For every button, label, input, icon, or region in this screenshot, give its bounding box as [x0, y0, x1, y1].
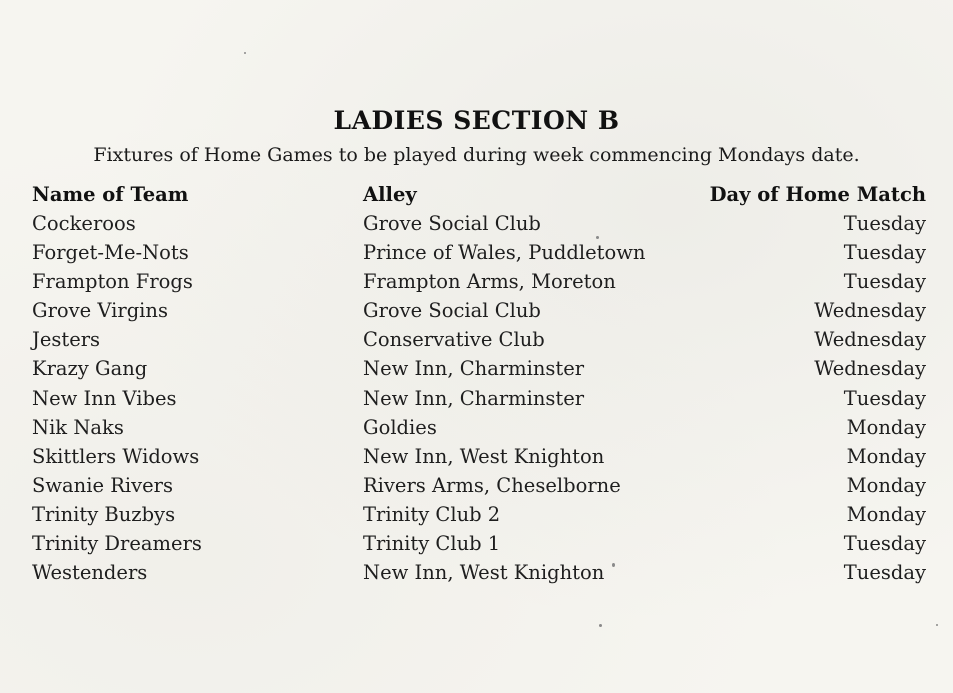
paper-speck [936, 624, 938, 626]
match-day-cell: Tuesday [843, 532, 926, 556]
team-column [32, 180, 332, 587]
alley-cell: Grove Social Club [363, 212, 541, 235]
match-day-cell: Tuesday [843, 212, 926, 235]
team-name-cell: Skittlers Widows [32, 444, 200, 468]
paper-speck [599, 624, 602, 627]
team-name-cell: Grove Virgins [32, 299, 168, 323]
alley-cell: Rivers Arms, Cheselborne [363, 473, 621, 497]
alley-cell: New Inn, West Knighton [363, 444, 605, 468]
match-day-cell: Tuesday [843, 386, 926, 410]
alley-cell: Conservative Club [363, 328, 545, 352]
alley-cell: Frampton Arms, Moreton [363, 270, 616, 294]
alley-cell: New Inn, West Knighton [363, 561, 605, 585]
match-day-cell: Tuesday [843, 270, 926, 294]
alley-cell: Trinity Club 2 [363, 502, 501, 526]
alley-cell: Goldies [363, 415, 437, 439]
team-name-cell: Swanie Rivers [32, 473, 174, 497]
paper-speck [244, 52, 246, 54]
match-day-cell: Monday [846, 444, 926, 468]
paper-speck [596, 236, 599, 239]
team-name-cell: Trinity Dreamers [32, 532, 202, 556]
team-name-cell: Jesters [32, 328, 101, 352]
alley-cell: Grove Social Club [363, 299, 541, 323]
alley-cell: New Inn, Charminster [363, 386, 585, 410]
team-name-cell: Frampton Frogs [32, 270, 193, 294]
match-day-cell: Monday [846, 502, 926, 526]
match-day-cell: Monday [846, 473, 926, 497]
team-name-cell: Nik Naks [32, 415, 124, 439]
team-name-cell: New Inn Vibes [32, 386, 177, 410]
team-name-cell: Krazy Gang [32, 357, 148, 381]
team-name-cell: Cockeroos [32, 212, 136, 235]
day-column-header: Day of Home Match [709, 183, 926, 206]
team-name-cell: Forget-Me-Nots [32, 241, 189, 265]
section-title: LADIES SECTION B [333, 106, 620, 135]
team-name-cell: Westenders [32, 561, 148, 585]
alley-column [363, 180, 703, 587]
day-column [700, 180, 926, 587]
team-name-cell: Trinity Buzbys [32, 502, 176, 526]
team-column-header: Name of Team [32, 183, 189, 206]
paper-speck [612, 563, 615, 567]
alley-cell: Prince of Wales, Puddletown [363, 241, 646, 265]
alley-cell: New Inn, Charminster [363, 357, 585, 381]
match-day-cell: Wednesday [814, 357, 926, 381]
alley-column-header: Alley [363, 183, 417, 206]
match-day-cell: Wednesday [814, 299, 926, 323]
match-day-cell: Tuesday [843, 241, 926, 265]
match-day-cell: Monday [846, 415, 926, 439]
fixtures-subtitle: Fixtures of Home Games to be played during week commencing Mondays date. [93, 144, 860, 166]
match-day-cell: Wednesday [814, 328, 926, 352]
match-day-cell: Tuesday [843, 561, 926, 585]
alley-cell: Trinity Club 1 [363, 532, 501, 556]
